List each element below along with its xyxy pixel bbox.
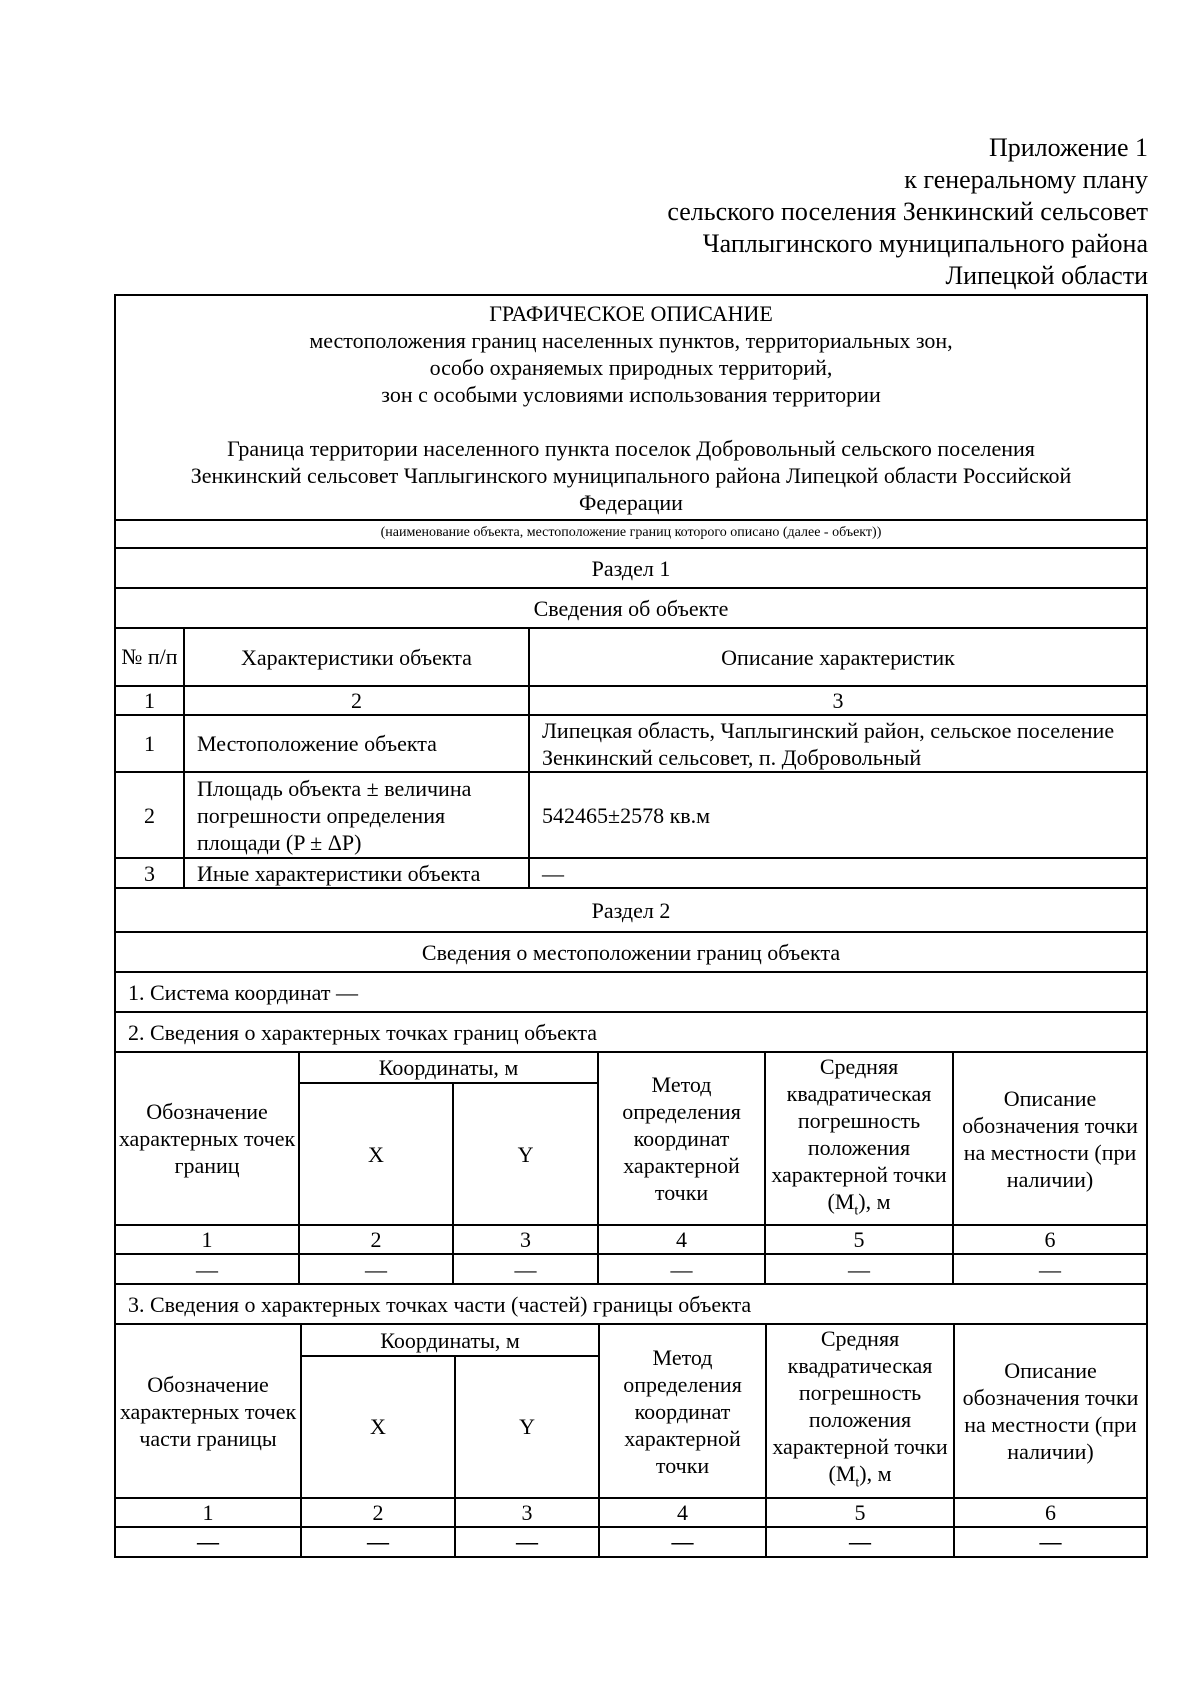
column-number: 3 — [529, 686, 1146, 715]
object-name-line: Федерации — [579, 490, 683, 515]
empty-value: — — [301, 1527, 455, 1556]
characteristic-value: — — [529, 858, 1146, 887]
table-row — [116, 1254, 1146, 1283]
table-row — [116, 858, 1146, 887]
column-number: 3 — [453, 1225, 598, 1254]
column-header-point-description: Описание обозначения точки на местности (при наличии) — [954, 1325, 1146, 1497]
characteristic-value: Липецкая область, Чаплыгинский район, сельское поселение Зенкинский сельсовет, п. Добровольный — [529, 715, 1146, 772]
section2-subtitle: Сведения о местоположении границ объекта — [116, 933, 1146, 973]
column-header-method: Метод определения координат характерной точки — [599, 1325, 766, 1497]
object-name-line: Зенкинский сельсовет Чаплыгинского муниципального района Липецкой области Российской — [190, 463, 1072, 488]
parts-table — [116, 1325, 1146, 1555]
appendix-line: Приложение 1 — [988, 133, 1148, 162]
column-header-designation: Обозначение характерных точек границ — [116, 1053, 299, 1225]
table-row — [116, 772, 1146, 858]
row-number: 3 — [116, 858, 184, 887]
section1-subtitle: Сведения об объекте — [116, 589, 1146, 629]
appendix-heading — [388, 132, 1148, 292]
column-number: 3 — [455, 1498, 599, 1527]
column-number: 4 — [599, 1498, 766, 1527]
appendix-line: Липецкой области — [945, 261, 1148, 290]
empty-value: — — [599, 1527, 766, 1556]
column-numbers-row — [116, 1225, 1146, 1254]
form-title: ГРАФИЧЕСКОЕ ОПИСАНИЕ — [489, 301, 773, 326]
form-subtitle-line: особо охраняемых природных территорий, — [429, 355, 833, 380]
column-header-y: Y — [455, 1356, 599, 1498]
column-header-method: Метод определения координат характерной точки — [598, 1053, 765, 1225]
column-number: 2 — [301, 1498, 455, 1527]
table-row — [116, 1527, 1146, 1556]
empty-value: — — [453, 1254, 598, 1283]
parts-table-wrap — [116, 1325, 1146, 1555]
form-header — [116, 296, 1146, 521]
section2-title: Раздел 2 — [116, 889, 1146, 933]
column-header-description: Описание характеристик — [529, 629, 1146, 686]
characteristic-name: Площадь объекта ± величина погрешности определения площади (P ± ΔP) — [184, 772, 529, 858]
section1-title: Раздел 1 — [116, 549, 1146, 589]
row-number: 1 — [116, 715, 184, 772]
empty-value: — — [455, 1527, 599, 1556]
points-table — [116, 1053, 1146, 1283]
row-number: 2 — [116, 772, 184, 858]
column-numbers-row — [116, 1498, 1146, 1527]
graphic-description-form — [114, 294, 1148, 1558]
object-info-table-wrap — [116, 629, 1146, 889]
column-number: 6 — [954, 1498, 1146, 1527]
empty-value: — — [598, 1254, 765, 1283]
table-header-row — [116, 1053, 1146, 1083]
column-number: 1 — [116, 1225, 299, 1254]
empty-value: — — [116, 1527, 301, 1556]
points-section-title: 2. Сведения о характерных точках границ объекта — [116, 1013, 1146, 1053]
column-header-number: № п/п — [116, 629, 184, 686]
column-number: 2 — [299, 1225, 453, 1254]
column-header-coordinates: Координаты, м — [301, 1325, 599, 1355]
points-table-wrap — [116, 1053, 1146, 1285]
empty-value: — — [299, 1254, 453, 1283]
table-header-row — [116, 629, 1146, 686]
form-subtitle-line: зон с особыми условиями использования территории — [381, 382, 881, 407]
column-numbers-row — [116, 686, 1146, 715]
characteristic-name: Местоположение объекта — [184, 715, 529, 772]
column-header-error: Средняя квадратическая погрешность положения характерной точки $(M_t)$, м — [766, 1325, 954, 1497]
form-subtitle-line: местоположения границ населенных пунктов, территориальных зон, — [309, 328, 953, 353]
column-number: 1 — [116, 686, 184, 715]
column-header-characteristics: Характеристики объекта — [184, 629, 529, 686]
column-number: 6 — [953, 1225, 1146, 1254]
column-header-coordinates: Координаты, м — [299, 1053, 598, 1083]
empty-value: — — [116, 1254, 299, 1283]
empty-value: — — [953, 1254, 1146, 1283]
coordinate-system: 1. Система координат — — [116, 973, 1146, 1013]
column-number: 1 — [116, 1498, 301, 1527]
appendix-line: сельского поселения Зенкинский сельсовет — [667, 197, 1148, 226]
appendix-line: к генеральному плану — [904, 165, 1148, 194]
table-row — [116, 715, 1146, 772]
table-header-row — [116, 1325, 1146, 1355]
parts-section-title: 3. Сведения о характерных точках части (частей) границы объекта — [116, 1285, 1146, 1325]
appendix-line: Чаплыгинского муниципального района — [702, 229, 1148, 258]
empty-value: — — [765, 1254, 953, 1283]
column-header-x: X — [299, 1083, 453, 1225]
characteristic-value: 542465±2578 кв.м — [529, 772, 1146, 858]
characteristic-name: Иные характеристики объекта — [184, 858, 529, 887]
object-name-line: Граница территории населенного пункта поселок Добровольный сельского поселения — [227, 436, 1035, 461]
column-header-x: X — [301, 1356, 455, 1498]
column-header-point-description: Описание обозначения точки на местности (при наличии) — [953, 1053, 1146, 1225]
column-header-designation: Обозначение характерных точек части границы — [116, 1325, 301, 1497]
column-number: 5 — [765, 1225, 953, 1254]
column-header-error: Средняя квадратическая погрешность положения характерной точки $(M_t)$, м — [765, 1053, 953, 1225]
column-number: 4 — [598, 1225, 765, 1254]
column-number: 2 — [184, 686, 529, 715]
column-number: 5 — [766, 1498, 954, 1527]
object-info-table — [116, 629, 1146, 887]
empty-value: — — [954, 1527, 1146, 1556]
empty-value: — — [766, 1527, 954, 1556]
object-caption: (наименование объекта, местоположение границ которого описано (далее - объект)) — [116, 521, 1146, 549]
column-header-y: Y — [453, 1083, 598, 1225]
